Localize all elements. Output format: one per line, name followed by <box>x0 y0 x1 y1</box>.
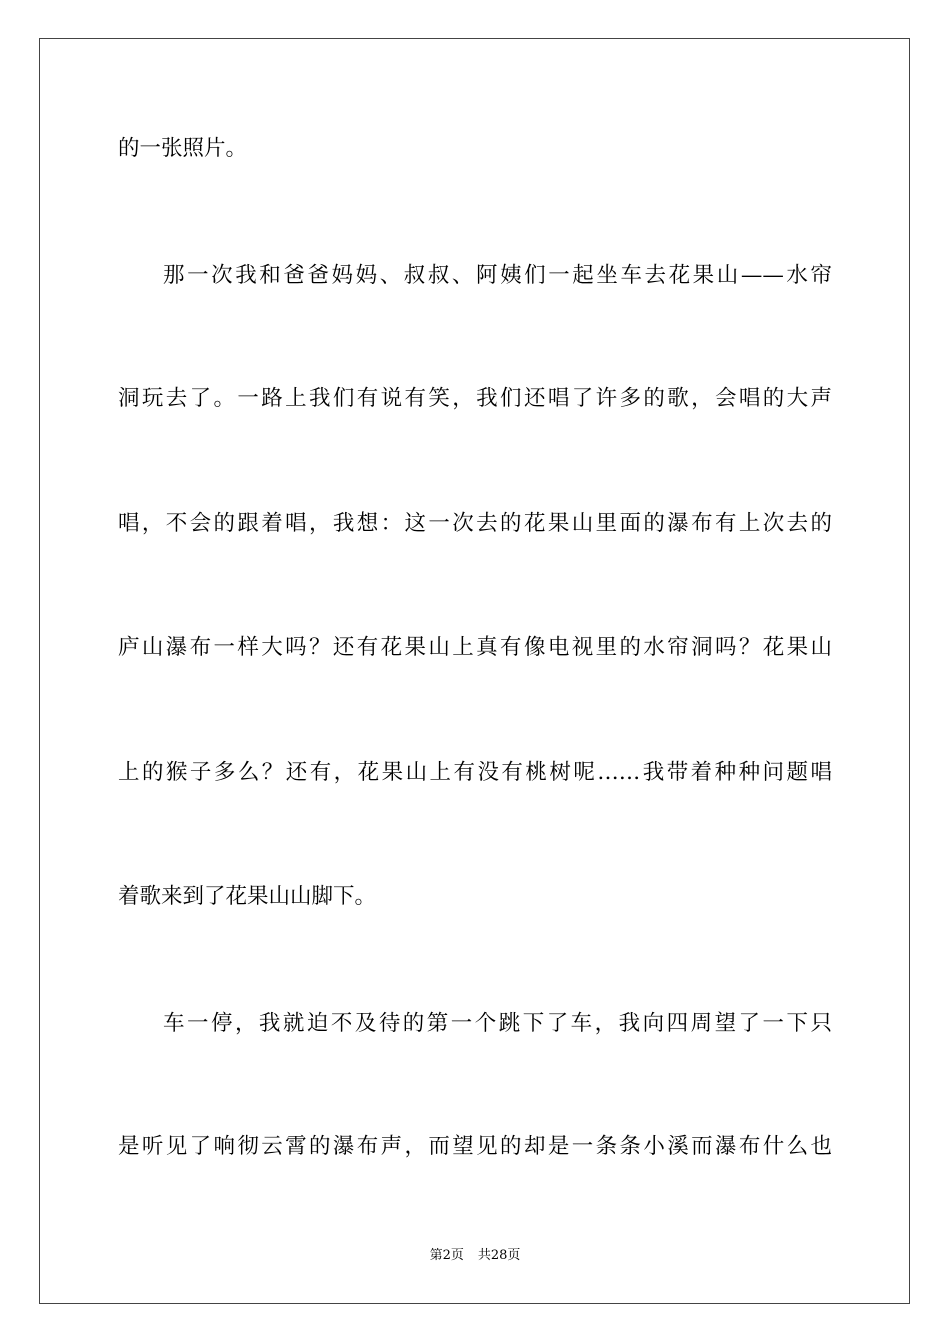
page-footer <box>0 1247 950 1265</box>
text-line-8: 车一停，我就迫不及待的第一个跳下了车，我向四周望了一下只 <box>163 1011 832 1036</box>
page-total: 共28页 <box>477 1248 521 1263</box>
page-frame <box>39 38 910 1304</box>
text-line-9: 是听见了响彻云霄的瀑布声，而望见的却是一条条小溪而瀑布什么也 <box>118 1134 832 1159</box>
text-line-4: 唱，不会的跟着唱，我想：这一次去的花果山里面的瀑布有上次去的 <box>118 511 832 536</box>
text-line-2: 那一次我和爸爸妈妈、叔叔、阿姨们一起坐车去花果山——水帘 <box>163 263 832 288</box>
text-line-6: 上的猴子多么？还有，花果山上有没有桃树呢……我带着种种问题唱 <box>118 760 832 785</box>
text-line-1: 的一张照片。 <box>118 136 248 161</box>
text-line-5: 庐山瀑布一样大吗？还有花果山上真有像电视里的水帘洞吗？花果山 <box>118 635 832 660</box>
text-line-7: 着歌来到了花果山山脚下。 <box>118 884 377 909</box>
text-line-3: 洞玩去了。一路上我们有说有笑，我们还唱了许多的歌，会唱的大声 <box>118 386 832 411</box>
page-number: 第2页 <box>429 1248 464 1263</box>
